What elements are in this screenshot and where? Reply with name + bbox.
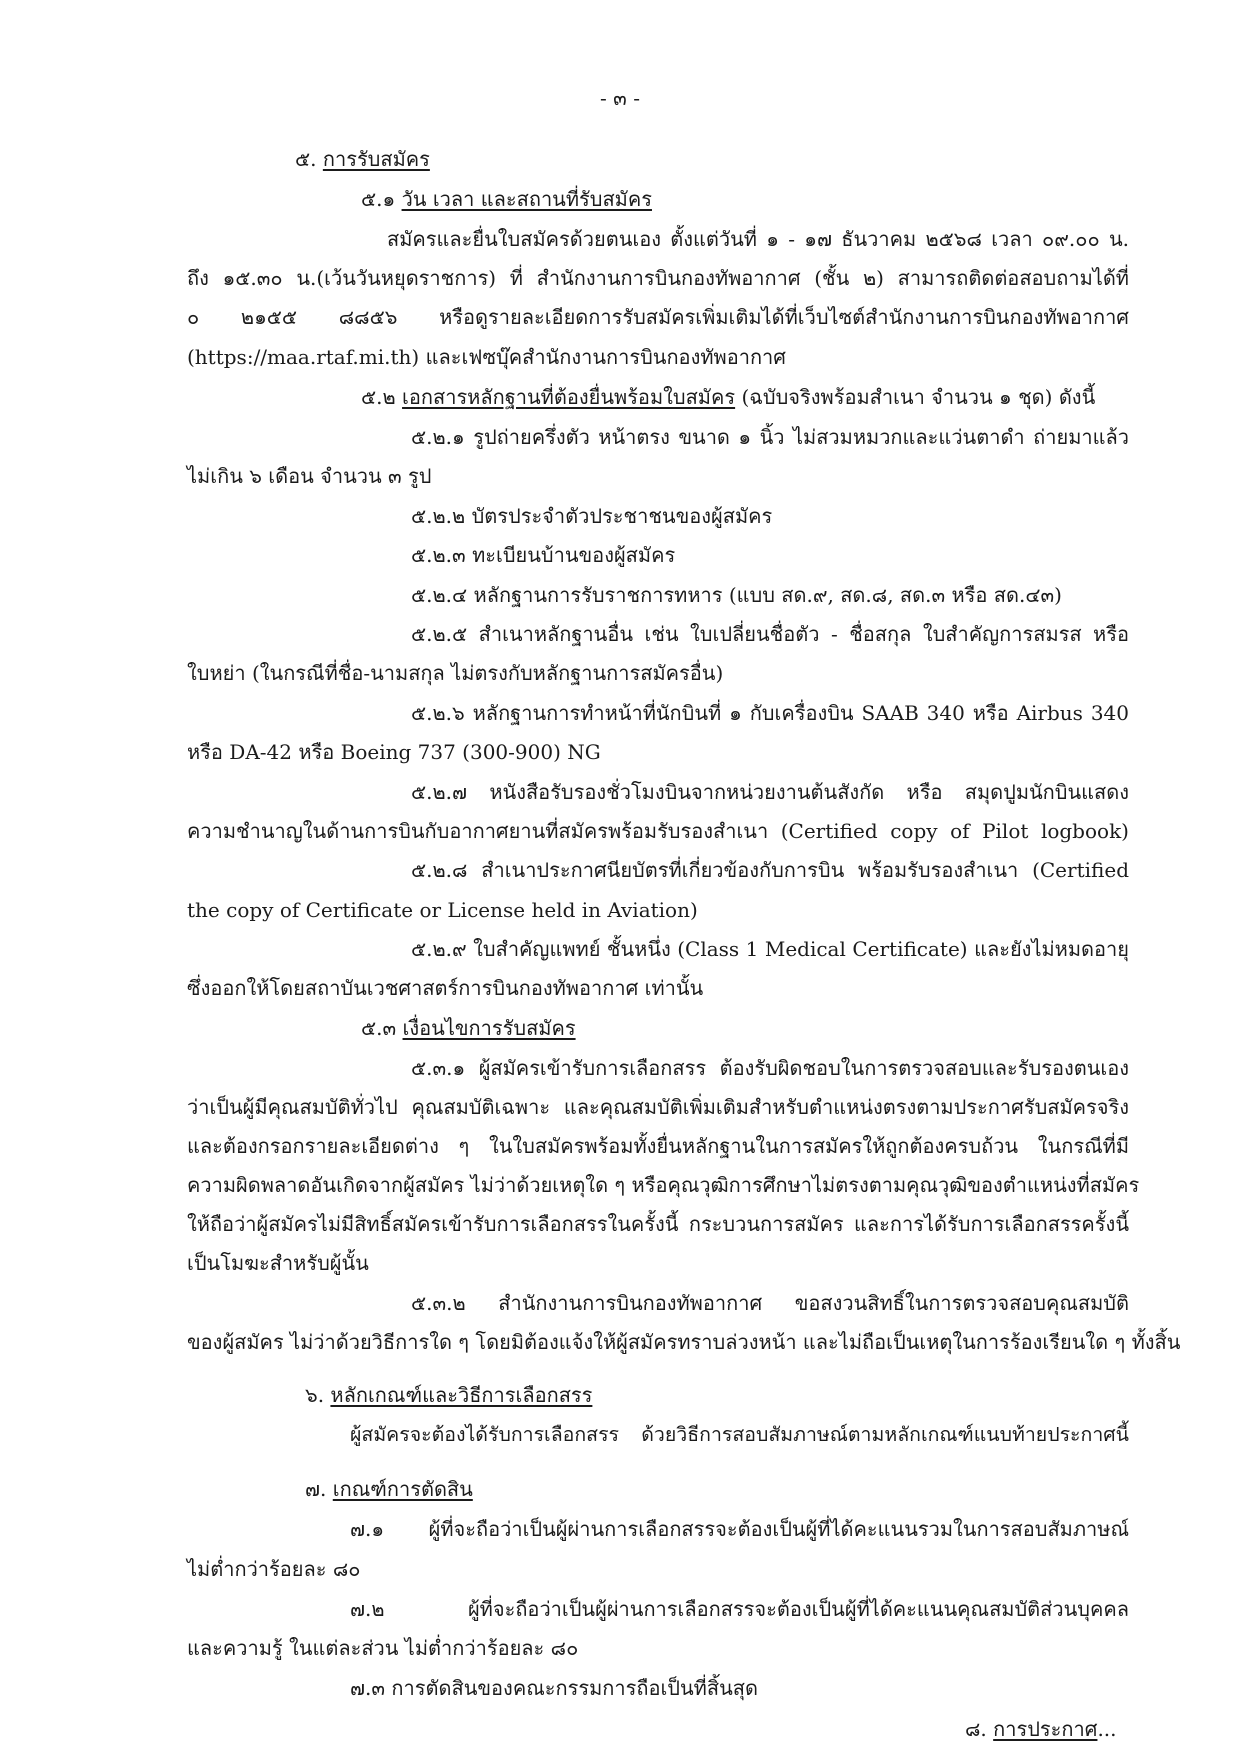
item-7-3: ๗.๓ การตัดสินของคณะกรรมการถือเป็นที่สิ้นสุด bbox=[350, 1676, 758, 1700]
section-5-1-number: ๕.๑ bbox=[361, 187, 396, 211]
section-5-2-note: (ฉบับจริงพร้อมสำเนา จำนวน ๑ ชุด) ดังนี้ bbox=[741, 385, 1096, 409]
item-5-3-2-line-1: ๕.๓.๒ สำนักงานการบินกองทัพอากาศ ขอสงวนสิทธิ์ในการตรวจสอบคุณสมบัติ bbox=[411, 1291, 1129, 1315]
item-5-3-2-line-2: ของผู้สมัคร ไม่ว่าด้วยวิธีการใด ๆ โดยมิต้องแจ้งให้ผู้สมัครทราบล่วงหน้า และไม่ถือเป็นเหตุในการร้องเรียนใด ๆ ทั้งสิ้น bbox=[187, 1330, 1181, 1354]
item-5-2-2: ๕.๒.๒ บัตรประจำตัวประชาชนของผู้สมัคร bbox=[411, 504, 773, 528]
item-5-2-6-line-1: ๕.๒.๖ หลักฐานการทำหน้าที่นักบินที่ ๑ กับเครื่องบิน SAAB 340 หรือ Airbus 340 bbox=[411, 701, 1129, 725]
section-6-title: หลักเกณฑ์และวิธีการเลือกสรร bbox=[330, 1383, 593, 1407]
next-section-title: การประกาศ bbox=[993, 1717, 1098, 1741]
next-page-ellipsis: ... bbox=[1097, 1717, 1117, 1741]
section-5-number: ๕. bbox=[295, 147, 317, 171]
section-5-heading bbox=[295, 145, 430, 173]
section-5-1-line-3: ๐ ๒๑๕๕ ๘๘๕๖ หรือดูรายละเอียดการรับสมัครเพิ่มเติมได้ที่เว็บไซต์สำนักงานการบินกองทัพอากาศ bbox=[187, 305, 1129, 329]
item-5-3-1-line-6: เป็นโมฆะสำหรับผู้นั้น bbox=[187, 1251, 369, 1275]
next-section-number: ๘. bbox=[965, 1717, 987, 1741]
item-5-2-5-line-2: ใบหย่า (ในกรณีที่ชื่อ-นามสกุล ไม่ตรงกับหลักฐานการสมัครอื่น) bbox=[187, 661, 724, 685]
section-7-number: ๗. bbox=[305, 1477, 327, 1501]
section-5-1-heading bbox=[361, 185, 652, 213]
item-5-3-1-line-4: ความผิดพลาดอันเกิดจากผู้สมัคร ไม่ว่าด้วยเหตุใด ๆ หรือคุณวุฒิการศึกษาไม่ตรงตามคุณวุฒิของตำแหน่งที่สมัคร bbox=[187, 1173, 1140, 1197]
section-5-3-heading bbox=[361, 1014, 576, 1042]
item-5-2-3: ๕.๒.๓ ทะเบียนบ้านของผู้สมัคร bbox=[411, 543, 676, 567]
next-page-marker bbox=[965, 1715, 1117, 1743]
section-5-2-heading bbox=[361, 383, 1095, 411]
item-7-1-line-1: ๗.๑ ผู้ที่จะถือว่าเป็นผู้ผ่านการเลือกสรรจะต้องเป็นผู้ที่ได้คะแนนรวมในการสอบสัมภาษณ์ bbox=[350, 1517, 1129, 1541]
item-5-2-4: ๕.๒.๔ หลักฐานการรับราชการทหาร (แบบ สด.๙, สด.๘, สด.๓ หรือ สด.๔๓) bbox=[411, 583, 1062, 607]
item-5-2-8-line-2: the copy of Certificate or License held in Aviation) bbox=[187, 898, 698, 922]
item-5-3-1-line-2: ว่าเป็นผู้มีคุณสมบัติทั่วไป คุณสมบัติเฉพาะ และคุณสมบัติเพิ่มเติมสำหรับตำแหน่งตรงตามประกาศรับสมัครจริง bbox=[187, 1095, 1129, 1119]
item-5-3-1-line-1: ๕.๓.๑ ผู้สมัครเข้ารับการเลือกสรร ต้องรับผิดชอบในการตรวจสอบและรับรองตนเอง bbox=[411, 1056, 1129, 1080]
section-5-1-title: วัน เวลา และสถานที่รับสมัคร bbox=[401, 187, 652, 211]
item-5-2-1-line-1: ๕.๒.๑ รูปถ่ายครึ่งตัว หน้าตรง ขนาด ๑ นิ้ว ไม่สวมหมวกและแว่นตาดำ ถ่ายมาแล้ว bbox=[411, 425, 1129, 449]
item-7-2-line-1: ๗.๒ ผู้ที่จะถือว่าเป็นผู้ผ่านการเลือกสรรจะต้องเป็นผู้ที่ได้คะแนนคุณสมบัติส่วนบุคคล bbox=[350, 1597, 1129, 1621]
section-5-1-line-4: (https://maa.rtaf.mi.th) และเฟซบุ๊คสำนักงานการบินกองทัพอากาศ bbox=[187, 345, 786, 369]
item-5-3-1-line-5: ให้ถือว่าผู้สมัครไม่มีสิทธิ์สมัครเข้ารับการเลือกสรรในครั้งนี้ กระบวนการสมัคร และการได้รับการเลือกสรรครั้งนี้ bbox=[187, 1212, 1129, 1236]
item-7-2-line-2: และความรู้ ในแต่ละส่วน ไม่ต่ำกว่าร้อยละ ๘๐ bbox=[187, 1636, 579, 1660]
item-7-1-line-2: ไม่ต่ำกว่าร้อยละ ๘๐ bbox=[187, 1557, 361, 1581]
section-7-title: เกณฑ์การตัดสิน bbox=[332, 1477, 473, 1501]
item-5-2-7-line-2: ความชำนาญในด้านการบินกับอากาศยานที่สมัครพร้อมรับรองสำเนา (Certified copy of Pilot logbook) bbox=[187, 819, 1129, 843]
section-6-heading bbox=[305, 1381, 592, 1409]
section-7-heading bbox=[305, 1475, 473, 1503]
item-5-2-7-line-1: ๕.๒.๗ หนังสือรับรองชั่วโมงบินจากหน่วยงานต้นสังกัด หรือ สมุดปูมนักบินแสดง bbox=[411, 780, 1129, 804]
section-5-title: การรับสมัคร bbox=[322, 147, 430, 171]
section-5-2-title: เอกสารหลักฐานที่ต้องยื่นพร้อมใบสมัคร bbox=[402, 385, 736, 409]
section-5-3-title: เงื่อนไขการรับสมัคร bbox=[402, 1016, 576, 1040]
section-5-1-line-2: ถึง ๑๕.๓๐ น.(เว้นวันหยุดราชการ) ที่ สำนักงานการบินกองทัพอากาศ (ชั้น ๒) สามารถติดต่อสอบถามได้ที่ bbox=[187, 266, 1129, 290]
item-5-2-9-line-2: ซึ่งออกให้โดยสถาบันเวชศาสตร์การบินกองทัพอากาศ เท่านั้น bbox=[187, 976, 704, 1000]
item-5-2-9-line-1: ๕.๒.๙ ใบสำคัญแพทย์ ชั้นหนึ่ง (Class 1 Medical Certificate) และยังไม่หมดอายุ bbox=[411, 937, 1129, 961]
section-6-body: ผู้สมัครจะต้องได้รับการเลือกสรร ด้วยวิธีการสอบสัมภาษณ์ตามหลักเกณฑ์แนบท้ายประกาศนี้ bbox=[350, 1423, 1129, 1446]
section-5-2-number: ๕.๒ bbox=[361, 385, 396, 409]
section-5-3-number: ๕.๓ bbox=[361, 1016, 397, 1040]
section-5-1-line-1: สมัครและยื่นใบสมัครด้วยตนเอง ตั้งแต่วันที่ ๑ - ๑๗ ธันวาคม ๒๕๖๘ เวลา ๐๙.๐๐ น. bbox=[387, 227, 1129, 251]
item-5-2-5-line-1: ๕.๒.๕ สำเนาหลักฐานอื่น เช่น ใบเปลี่ยนชื่อตัว - ชื่อสกุล ใบสำคัญการสมรส หรือ bbox=[411, 622, 1129, 646]
item-5-2-6-line-2: หรือ DA-42 หรือ Boeing 737 (300-900) NG bbox=[187, 740, 601, 764]
page-number: - ๓ - bbox=[600, 86, 640, 110]
section-6-number: ๖. bbox=[305, 1383, 325, 1407]
item-5-3-1-line-3: และต้องกรอกรายละเอียดต่าง ๆ ในใบสมัครพร้อมทั้งยื่นหลักฐานในการสมัครให้ถูกต้องครบถ้วน ในกรณีที่มี bbox=[187, 1134, 1129, 1158]
item-5-2-1-line-2: ไม่เกิน ๖ เดือน จำนวน ๓ รูป bbox=[187, 464, 432, 488]
item-5-2-8-line-1: ๕.๒.๘ สำเนาประกาศนียบัตรที่เกี่ยวข้องกับการบิน พร้อมรับรองสำเนา (Certified bbox=[411, 858, 1129, 882]
